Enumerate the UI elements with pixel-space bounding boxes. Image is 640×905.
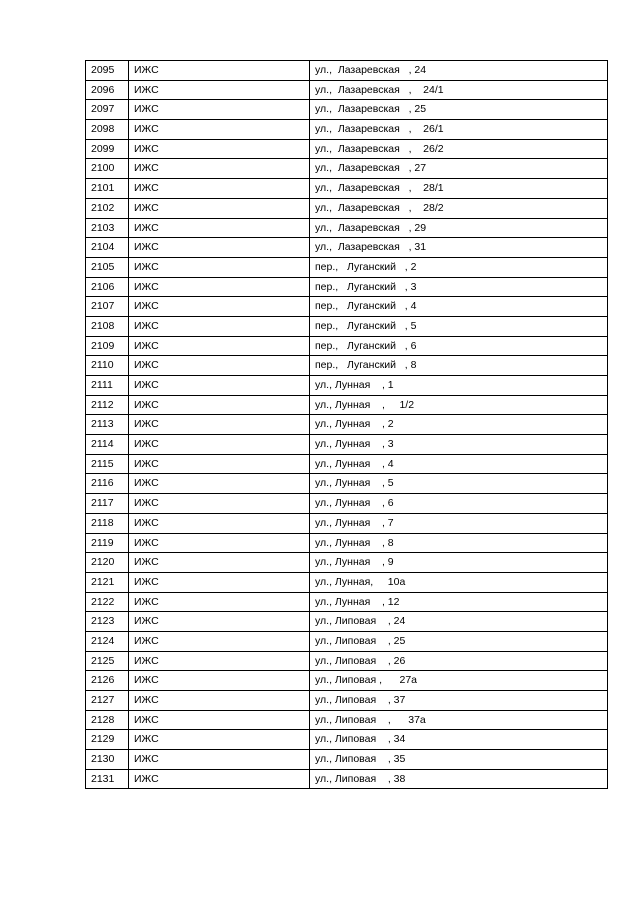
address-cell: ул., Липовая , 27а xyxy=(310,671,608,691)
address-cell: ул., Липовая , 38 xyxy=(310,769,608,789)
building-type-cell: ИЖС xyxy=(129,572,310,592)
address-cell: ул., Лунная , 2 xyxy=(310,415,608,435)
row-number-cell: 2117 xyxy=(86,494,129,514)
table-row xyxy=(86,257,608,277)
building-type-cell: ИЖС xyxy=(129,533,310,553)
address-cell: ул., Лунная, 10а xyxy=(310,572,608,592)
building-type-cell: ИЖС xyxy=(129,592,310,612)
address-cell: ул., Лунная , 1/2 xyxy=(310,395,608,415)
table-row xyxy=(86,218,608,238)
building-type-cell: ИЖС xyxy=(129,336,310,356)
row-number-cell: 2097 xyxy=(86,100,129,120)
row-number-cell: 2130 xyxy=(86,750,129,770)
table-row xyxy=(86,159,608,179)
table-row xyxy=(86,612,608,632)
table-row xyxy=(86,750,608,770)
address-cell: ул., Лазаревская , 31 xyxy=(310,238,608,258)
row-number-cell: 2105 xyxy=(86,257,129,277)
address-cell: ул., Лазаревская , 26/1 xyxy=(310,120,608,140)
row-number-cell: 2099 xyxy=(86,139,129,159)
table-row xyxy=(86,553,608,573)
building-type-cell: ИЖС xyxy=(129,218,310,238)
address-cell: пер., Луганский , 5 xyxy=(310,316,608,336)
address-cell: ул., Лунная , 8 xyxy=(310,533,608,553)
building-type-cell: ИЖС xyxy=(129,553,310,573)
table-row xyxy=(86,120,608,140)
building-type-cell: ИЖС xyxy=(129,435,310,455)
address-cell: ул., Лазаревская , 28/2 xyxy=(310,198,608,218)
table-row xyxy=(86,691,608,711)
address-cell: ул., Лазаревская , 28/1 xyxy=(310,179,608,199)
row-number-cell: 2095 xyxy=(86,61,129,81)
row-number-cell: 2109 xyxy=(86,336,129,356)
address-cell: ул., Липовая , 35 xyxy=(310,750,608,770)
table-row xyxy=(86,336,608,356)
row-number-cell: 2107 xyxy=(86,297,129,317)
row-number-cell: 2115 xyxy=(86,454,129,474)
building-type-cell: ИЖС xyxy=(129,80,310,100)
row-number-cell: 2127 xyxy=(86,691,129,711)
building-type-cell: ИЖС xyxy=(129,179,310,199)
table-row xyxy=(86,198,608,218)
row-number-cell: 2122 xyxy=(86,592,129,612)
building-type-cell: ИЖС xyxy=(129,139,310,159)
building-type-cell: ИЖС xyxy=(129,454,310,474)
building-type-cell: ИЖС xyxy=(129,612,310,632)
row-number-cell: 2101 xyxy=(86,179,129,199)
row-number-cell: 2118 xyxy=(86,513,129,533)
building-type-cell: ИЖС xyxy=(129,159,310,179)
row-number-cell: 2110 xyxy=(86,356,129,376)
building-type-cell: ИЖС xyxy=(129,750,310,770)
building-type-cell: ИЖС xyxy=(129,651,310,671)
row-number-cell: 2106 xyxy=(86,277,129,297)
address-cell: ул., Лазаревская , 24/1 xyxy=(310,80,608,100)
row-number-cell: 2119 xyxy=(86,533,129,553)
table-row xyxy=(86,61,608,81)
building-type-cell: ИЖС xyxy=(129,730,310,750)
row-number-cell: 2108 xyxy=(86,316,129,336)
address-cell: ул., Липовая , 37а xyxy=(310,710,608,730)
row-number-cell: 2100 xyxy=(86,159,129,179)
address-cell: пер., Луганский , 4 xyxy=(310,297,608,317)
building-type-cell: ИЖС xyxy=(129,100,310,120)
building-type-cell: ИЖС xyxy=(129,631,310,651)
table-row xyxy=(86,710,608,730)
table-row xyxy=(86,238,608,258)
address-cell: пер., Луганский , 6 xyxy=(310,336,608,356)
row-number-cell: 2129 xyxy=(86,730,129,750)
row-number-cell: 2128 xyxy=(86,710,129,730)
table-row xyxy=(86,592,608,612)
table-row xyxy=(86,376,608,396)
building-type-cell: ИЖС xyxy=(129,513,310,533)
row-number-cell: 2123 xyxy=(86,612,129,632)
row-number-cell: 2103 xyxy=(86,218,129,238)
building-type-cell: ИЖС xyxy=(129,198,310,218)
table-row xyxy=(86,179,608,199)
building-type-cell: ИЖС xyxy=(129,395,310,415)
building-type-cell: ИЖС xyxy=(129,120,310,140)
row-number-cell: 2112 xyxy=(86,395,129,415)
address-cell: ул., Лазаревская , 25 xyxy=(310,100,608,120)
table-row xyxy=(86,651,608,671)
building-type-cell: ИЖС xyxy=(129,691,310,711)
table-row xyxy=(86,100,608,120)
row-number-cell: 2111 xyxy=(86,376,129,396)
address-cell: ул., Лунная , 1 xyxy=(310,376,608,396)
address-cell: ул., Липовая , 37 xyxy=(310,691,608,711)
table-row xyxy=(86,454,608,474)
row-number-cell: 2096 xyxy=(86,80,129,100)
table-row xyxy=(86,277,608,297)
building-type-cell: ИЖС xyxy=(129,356,310,376)
row-number-cell: 2126 xyxy=(86,671,129,691)
row-number-cell: 2121 xyxy=(86,572,129,592)
table-row xyxy=(86,80,608,100)
row-number-cell: 2116 xyxy=(86,474,129,494)
building-type-cell: ИЖС xyxy=(129,238,310,258)
address-cell: ул., Лунная , 3 xyxy=(310,435,608,455)
table-row xyxy=(86,395,608,415)
row-number-cell: 2102 xyxy=(86,198,129,218)
address-cell: ул., Лазаревская , 27 xyxy=(310,159,608,179)
row-number-cell: 2125 xyxy=(86,651,129,671)
building-type-cell: ИЖС xyxy=(129,376,310,396)
row-number-cell: 2124 xyxy=(86,631,129,651)
address-cell: ул., Липовая , 26 xyxy=(310,651,608,671)
address-table xyxy=(85,60,608,789)
address-cell: ул., Лазаревская , 26/2 xyxy=(310,139,608,159)
address-cell: пер., Луганский , 2 xyxy=(310,257,608,277)
address-cell: ул., Лазаревская , 29 xyxy=(310,218,608,238)
address-cell: ул., Лунная , 4 xyxy=(310,454,608,474)
address-cell: ул., Лунная , 5 xyxy=(310,474,608,494)
table-row xyxy=(86,435,608,455)
table-row xyxy=(86,769,608,789)
row-number-cell: 2114 xyxy=(86,435,129,455)
address-cell: ул., Лунная , 12 xyxy=(310,592,608,612)
building-type-cell: ИЖС xyxy=(129,494,310,514)
building-type-cell: ИЖС xyxy=(129,710,310,730)
row-number-cell: 2104 xyxy=(86,238,129,258)
table-row xyxy=(86,730,608,750)
table-row xyxy=(86,297,608,317)
address-cell: ул., Лунная , 7 xyxy=(310,513,608,533)
table-row xyxy=(86,139,608,159)
row-number-cell: 2131 xyxy=(86,769,129,789)
address-cell: ул., Липовая , 34 xyxy=(310,730,608,750)
building-type-cell: ИЖС xyxy=(129,671,310,691)
building-type-cell: ИЖС xyxy=(129,257,310,277)
building-type-cell: ИЖС xyxy=(129,316,310,336)
address-cell: пер., Луганский , 3 xyxy=(310,277,608,297)
building-type-cell: ИЖС xyxy=(129,415,310,435)
address-cell: ул., Липовая , 24 xyxy=(310,612,608,632)
row-number-cell: 2098 xyxy=(86,120,129,140)
building-type-cell: ИЖС xyxy=(129,61,310,81)
address-cell: ул., Липовая , 25 xyxy=(310,631,608,651)
table-row xyxy=(86,494,608,514)
table-row xyxy=(86,631,608,651)
address-cell: ул., Лунная , 9 xyxy=(310,553,608,573)
address-cell: ул., Лазаревская , 24 xyxy=(310,61,608,81)
table-row xyxy=(86,356,608,376)
building-type-cell: ИЖС xyxy=(129,769,310,789)
address-cell: ул., Лунная , 6 xyxy=(310,494,608,514)
building-type-cell: ИЖС xyxy=(129,474,310,494)
table-row xyxy=(86,474,608,494)
address-cell: пер., Луганский , 8 xyxy=(310,356,608,376)
table-body xyxy=(86,61,608,789)
table-row xyxy=(86,513,608,533)
table-row xyxy=(86,316,608,336)
building-type-cell: ИЖС xyxy=(129,297,310,317)
row-number-cell: 2120 xyxy=(86,553,129,573)
table-row xyxy=(86,415,608,435)
table-row xyxy=(86,533,608,553)
row-number-cell: 2113 xyxy=(86,415,129,435)
table-row xyxy=(86,671,608,691)
building-type-cell: ИЖС xyxy=(129,277,310,297)
table-row xyxy=(86,572,608,592)
